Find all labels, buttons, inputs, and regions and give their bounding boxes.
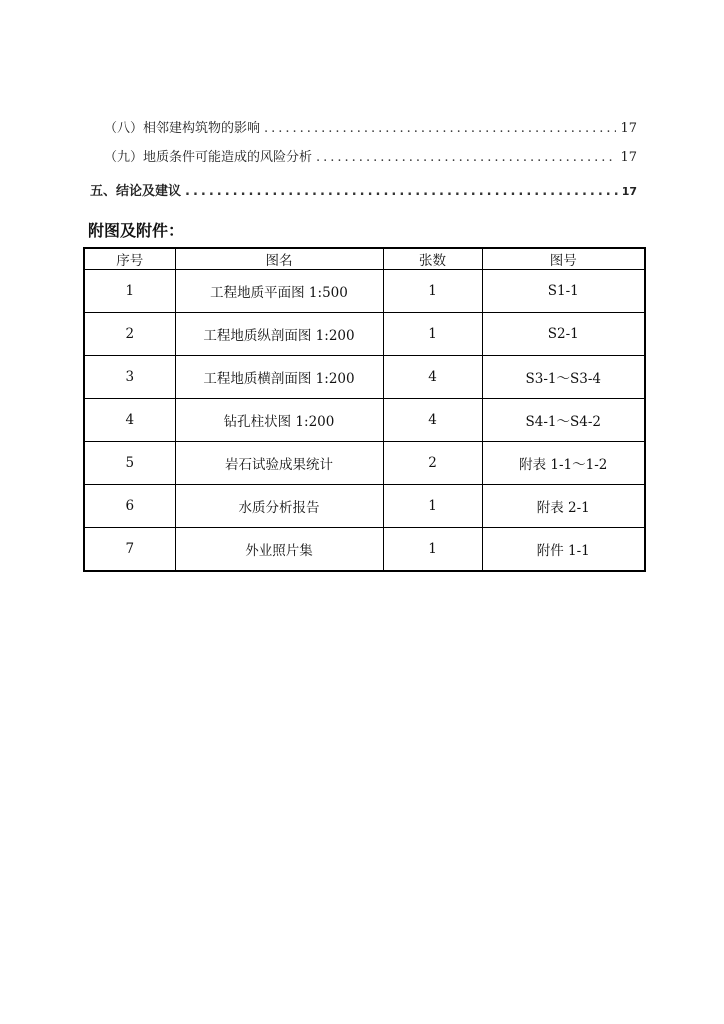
cell-sheet-count: 1 bbox=[383, 312, 482, 355]
cell-drawing-number: 附表 2-1 bbox=[482, 484, 645, 527]
header-drawing-number: 图号 bbox=[482, 248, 645, 270]
table-row bbox=[84, 441, 645, 484]
appendix-title: 附图及附件： bbox=[88, 221, 185, 240]
cell-drawing-name: 岩石试验成果统计 bbox=[175, 441, 383, 484]
table-row bbox=[84, 527, 645, 571]
table-row bbox=[84, 355, 645, 398]
header-sheet-count: 张数 bbox=[383, 248, 482, 270]
cell-index: 5 bbox=[84, 441, 175, 484]
toc-leader-dots bbox=[185, 184, 618, 199]
cell-drawing-name: 外业照片集 bbox=[175, 527, 383, 571]
cell-drawing-number: 附表 1-1～1-2 bbox=[482, 441, 645, 484]
cell-index: 1 bbox=[84, 270, 175, 313]
cell-index: 4 bbox=[84, 398, 175, 441]
cell-drawing-name: 水质分析报告 bbox=[175, 484, 383, 527]
toc-entry-conclusion[interactable] bbox=[90, 180, 637, 199]
toc-page-number: 17 bbox=[620, 121, 637, 136]
header-drawing-name: 图名 bbox=[175, 248, 383, 270]
cell-index: 3 bbox=[84, 355, 175, 398]
table-header-row bbox=[84, 248, 645, 270]
table-row bbox=[84, 312, 645, 355]
cell-drawing-number: S3-1～S3-4 bbox=[482, 355, 645, 398]
toc-leader-dots bbox=[316, 150, 616, 165]
table-row bbox=[84, 270, 645, 313]
cell-index: 7 bbox=[84, 527, 175, 571]
toc-leader-dots bbox=[264, 121, 616, 136]
cell-drawing-number: S2-1 bbox=[482, 312, 645, 355]
toc-entry-label: （九）地质条件可能造成的风险分析 bbox=[104, 150, 313, 165]
cell-sheet-count: 1 bbox=[383, 484, 482, 527]
cell-drawing-name: 钻孔柱状图 1:200 bbox=[175, 398, 383, 441]
cell-drawing-number: S4-1～S4-2 bbox=[482, 398, 645, 441]
cell-drawing-name: 工程地质平面图 1:500 bbox=[175, 270, 383, 313]
appendix-table bbox=[83, 247, 646, 572]
toc-page-number: 17 bbox=[620, 150, 637, 165]
cell-sheet-count: 4 bbox=[383, 398, 482, 441]
cell-drawing-name: 工程地质横剖面图 1:200 bbox=[175, 355, 383, 398]
toc-entry-label: （八）相邻建构筑物的影响 bbox=[104, 121, 261, 136]
cell-sheet-count: 1 bbox=[383, 527, 482, 571]
cell-index: 2 bbox=[84, 312, 175, 355]
toc-entry-neighbor-buildings[interactable] bbox=[104, 117, 637, 136]
cell-drawing-number: 附件 1-1 bbox=[482, 527, 645, 571]
toc-page-number: 17 bbox=[621, 185, 637, 198]
cell-sheet-count: 1 bbox=[383, 270, 482, 313]
table-row bbox=[84, 398, 645, 441]
cell-sheet-count: 4 bbox=[383, 355, 482, 398]
cell-index: 6 bbox=[84, 484, 175, 527]
cell-drawing-number: S1-1 bbox=[482, 270, 645, 313]
header-index: 序号 bbox=[84, 248, 175, 270]
toc-entry-label: 五、结论及建议 bbox=[90, 184, 182, 199]
cell-drawing-name: 工程地质纵剖面图 1:200 bbox=[175, 312, 383, 355]
table-row bbox=[84, 484, 645, 527]
toc-entry-geological-risk[interactable] bbox=[104, 146, 637, 165]
cell-sheet-count: 2 bbox=[383, 441, 482, 484]
